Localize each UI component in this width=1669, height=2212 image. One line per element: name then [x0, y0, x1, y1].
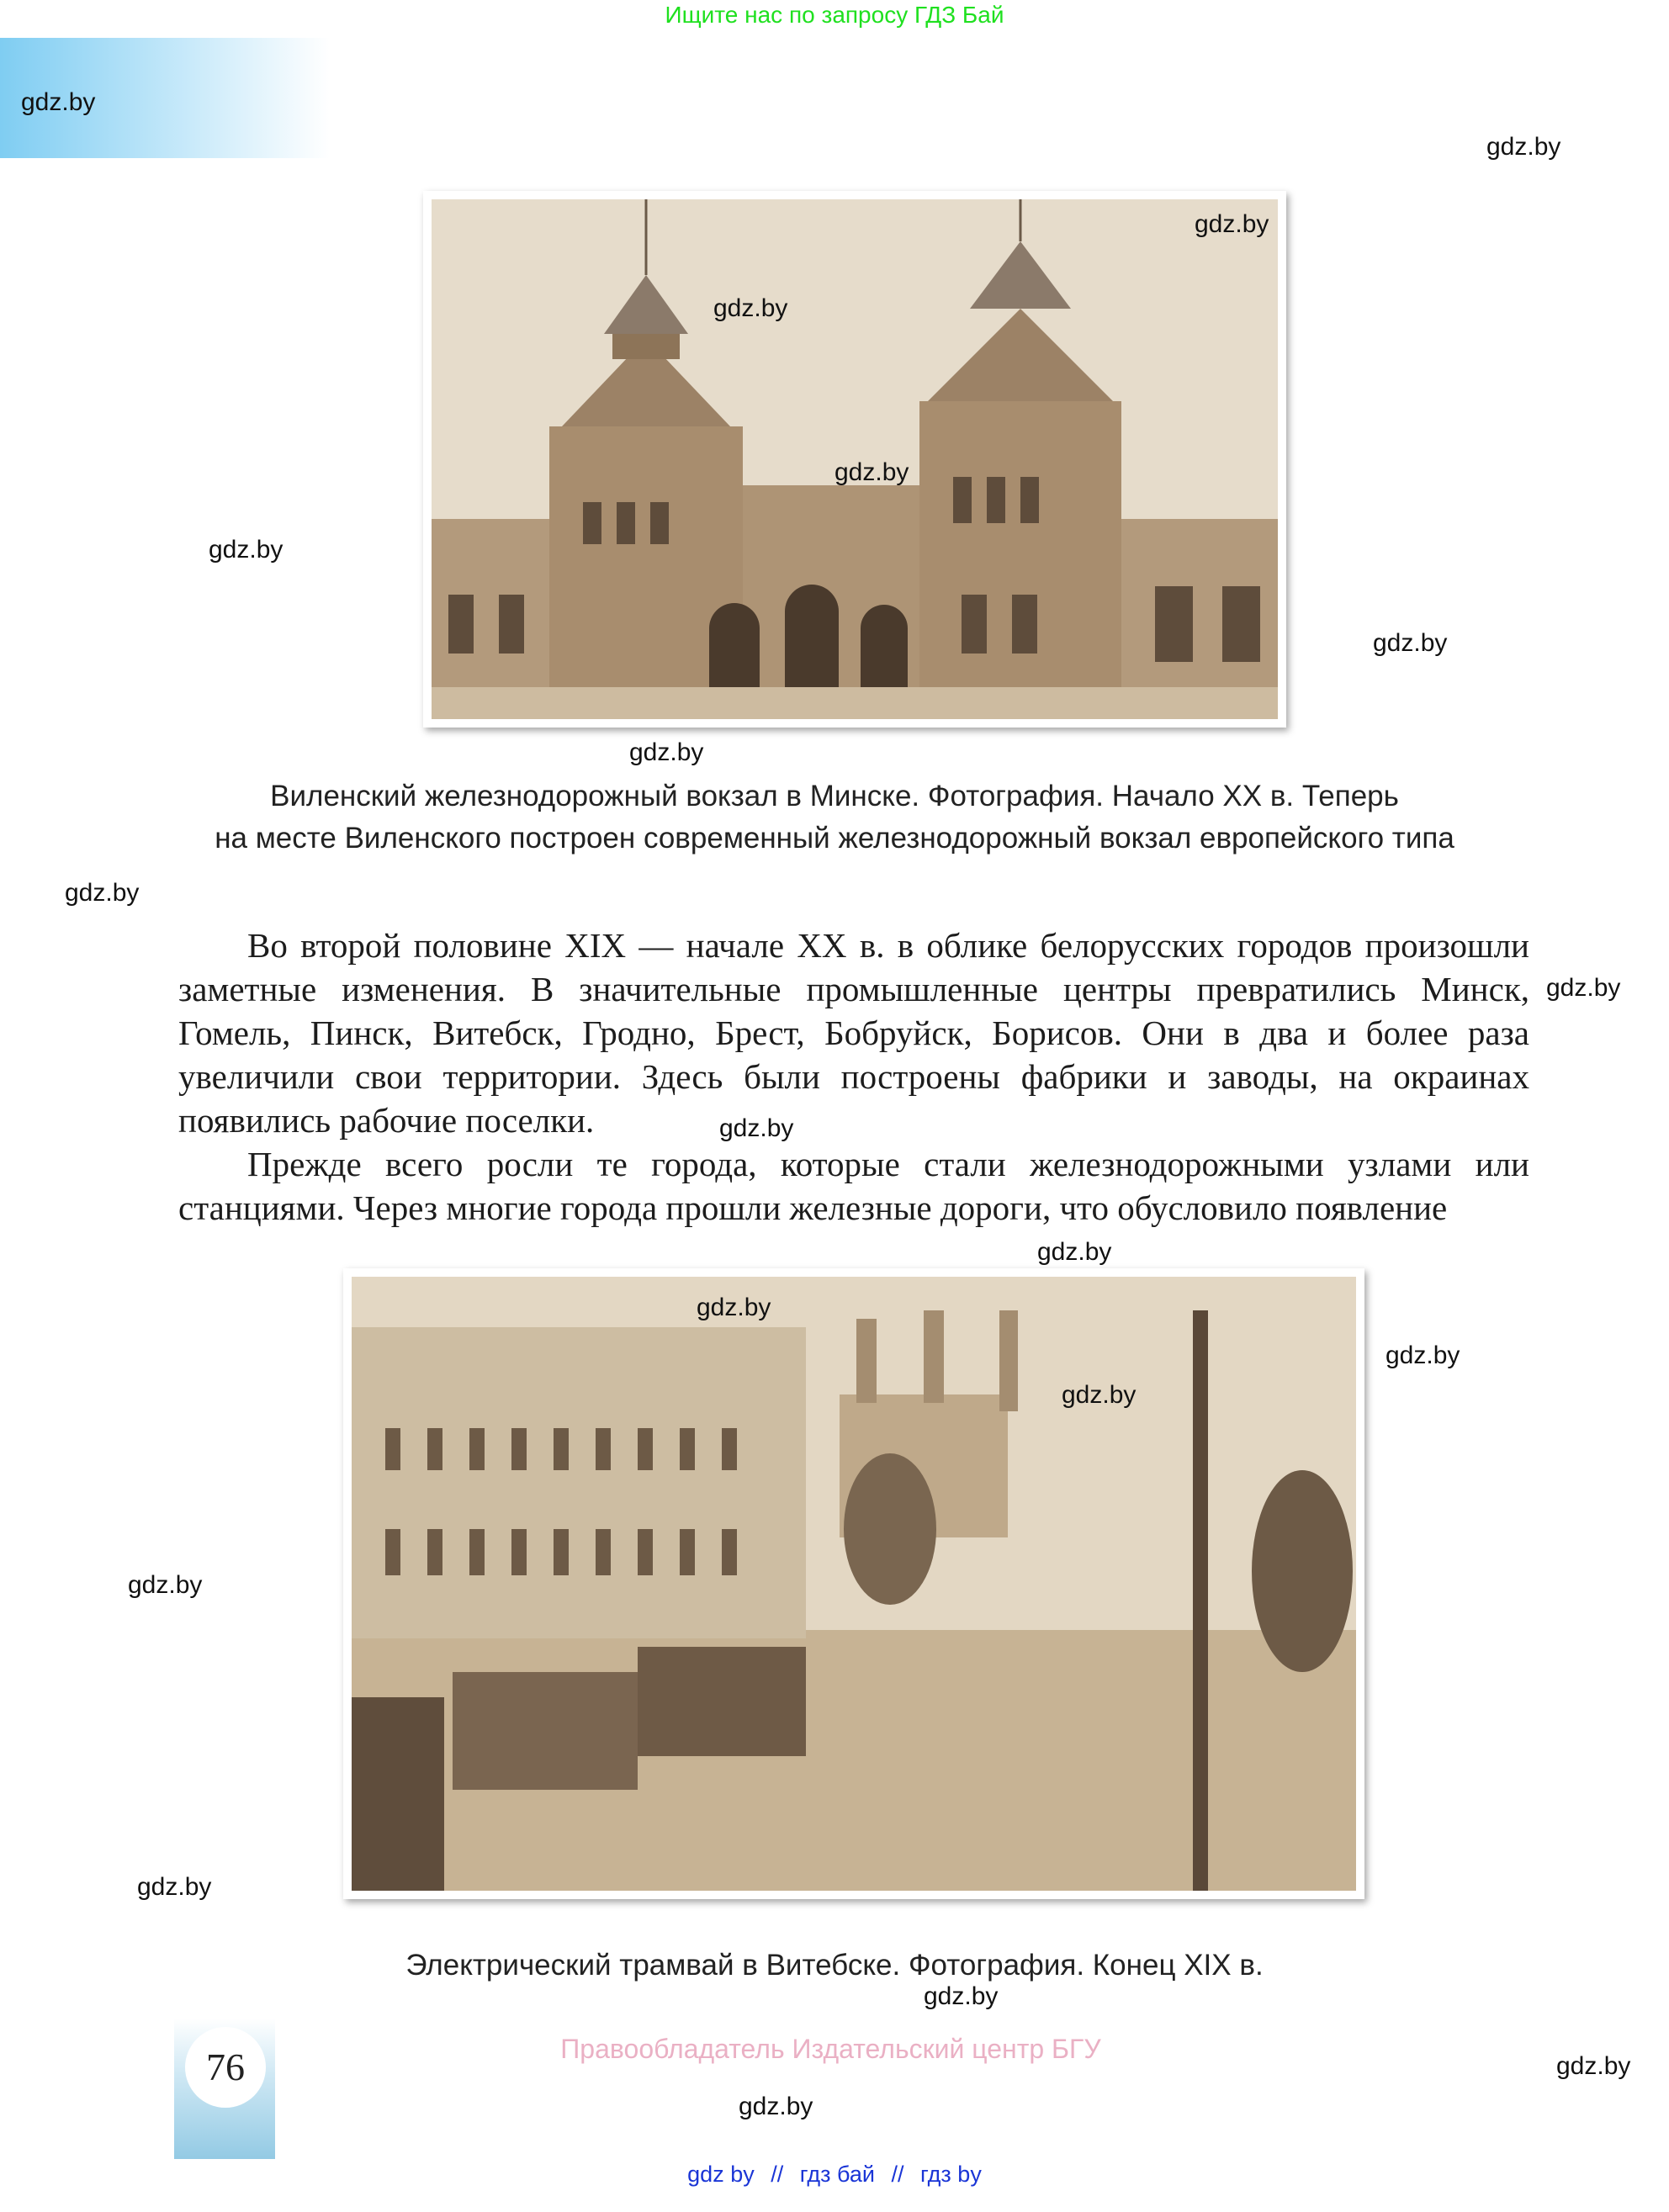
watermark: gdz.by	[713, 294, 788, 322]
copyright-notice: Правообладатель Издательский центр БГУ	[560, 2034, 1101, 2064]
watermark: gdz.by	[21, 88, 96, 116]
search-banner: Ищите нас по запросу ГДЗ Бай	[665, 2, 1004, 28]
figure2-caption: Электрический трамвай в Витебске. Фотография. Конец XIX в.	[405, 1949, 1264, 1982]
watermark: gdz.by	[1062, 1381, 1137, 1409]
watermark: gdz.by	[1556, 2052, 1631, 2080]
paragraph: Прежде всего росли те города, которые стали железнодорожными узлами или станциями. Через многие города прошли железные дороги, что обусловило появление	[178, 1145, 1529, 1227]
watermark: gdz.by	[834, 458, 909, 486]
paragraph: Во второй половине XIX — начале XX в. в облике белорусских городов произошли заметные изменения. В значительные промышленные центры превратились Минск, Гомель, Пинск, Витебск, Гродно, Брест, Бобруйск, Борисов. Они в два и более раза увеличили свои территории. Здесь были построены фабрики и заводы, на окраинах появились рабочие поселки.	[178, 926, 1529, 1140]
footer-links	[0, 2162, 1669, 2188]
body-text	[178, 923, 1529, 1230]
watermark: gdz.by	[1037, 1238, 1112, 1266]
watermark: gdz.by	[697, 1294, 771, 1321]
figure1-caption	[0, 775, 1669, 860]
watermark: gdz.by	[128, 1571, 203, 1599]
watermark: gdz.by	[1486, 133, 1561, 161]
watermark: gdz.by	[209, 536, 283, 564]
watermark: gdz.by	[739, 2093, 813, 2120]
caption-line: на месте Виленского построен современный железнодорожный вокзал европейского типа	[215, 822, 1454, 855]
watermark: gdz.by	[137, 1873, 212, 1901]
page-number: 76	[185, 2027, 266, 2108]
link-gdz-bai[interactable]: гдз бай	[799, 2162, 875, 2187]
watermark: gdz.by	[1546, 974, 1621, 1002]
link-gdz-by-2[interactable]: гдз by	[920, 2162, 982, 2187]
watermark: gdz.by	[1386, 1341, 1460, 1369]
watermark: gdz.by	[1195, 210, 1269, 238]
watermark: gdz.by	[629, 738, 704, 766]
watermark: gdz.by	[924, 1982, 999, 2010]
watermark: gdz.by	[1373, 629, 1448, 657]
photo-vitebsk-tram	[343, 1268, 1364, 1899]
separator: //	[771, 2162, 784, 2187]
tram-image	[352, 1277, 1356, 1891]
caption-line: Виленский железнодорожный вокзал в Минске. Фотография. Начало XX в. Теперь	[270, 780, 1399, 812]
watermark: gdz.by	[719, 1114, 794, 1142]
watermark: gdz.by	[65, 879, 140, 907]
separator: //	[891, 2162, 904, 2187]
link-gdz-by[interactable]: gdz by	[687, 2162, 755, 2187]
